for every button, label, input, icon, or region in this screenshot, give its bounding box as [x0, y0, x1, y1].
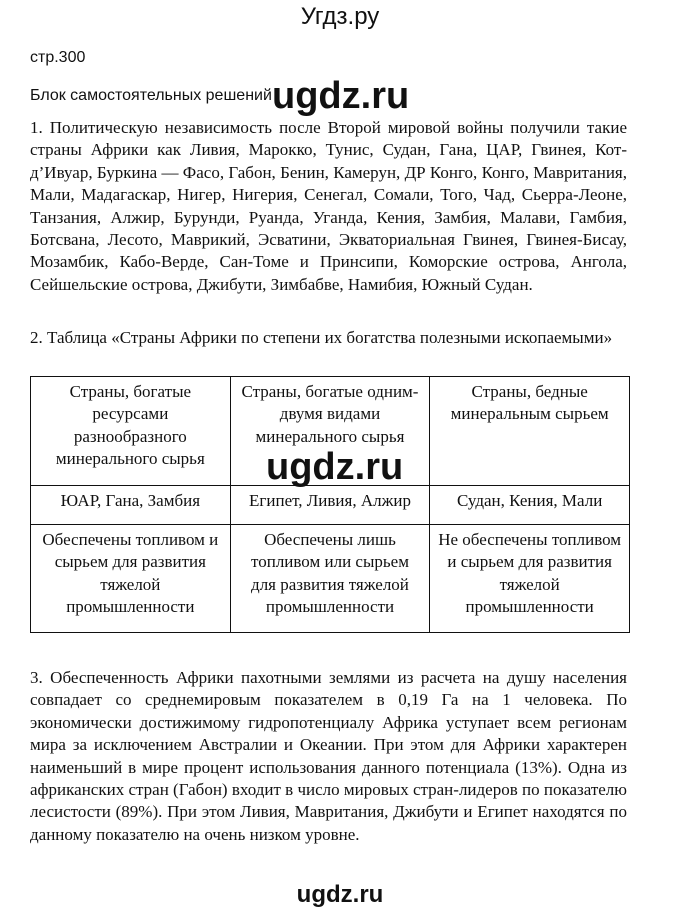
table-header-cell: Страны, богатые ресурсами разнообразного минерального сырья [31, 377, 231, 486]
watermark-middle: ugdz.ru [266, 446, 404, 488]
table-row-notes [31, 525, 630, 633]
site-title: Угдз.ру [300, 3, 380, 30]
table-header-cell: Страны, бедные минеральным сырьем [430, 377, 630, 486]
table-cell: Египет, Ливия, Алжир [230, 486, 430, 525]
watermark-bottom: ugdz.ru [296, 881, 384, 908]
watermark-top: ugdz.ru [272, 75, 410, 117]
table-cell: ЮАР, Гана, Замбия [31, 486, 231, 525]
block-title: Блок самостоятельных решений [30, 87, 272, 104]
table-header-cell: Страны, богатые одним-двумя видами минерального сырья [230, 377, 430, 486]
paragraph-3: 3. Обеспеченность Африки пахотными землями из расчета на душу населения совпадает со среднемировым показателем в 0,19 Га на 1 человека. По экономически достижимому гидропотенциалу Африка уступает всем регионам мира за исключением Австралии и Океании. При этом для Африки характерен наименьший в мире процент использования данного потенциала (13%). Одна из африканских стран (Габон) входит в число мировых стран-лидеров по показателю лесистости (89%). При этом Ливия, Мавритания, Джибути и Египет находятся по данному показателю на очень низком уровне. [30, 668, 627, 844]
table-cell: Не обеспечены топливом и сырьем для развития тяжелой промышленности [430, 525, 630, 633]
paragraph-2: 2. Таблица «Страны Африки по степени их богатства полезными ископаемыми» [30, 328, 613, 347]
table-cell: Обеспечены лишь топливом или сырьем для развития тяжелой промышленности [230, 525, 430, 633]
table-cell: Обеспечены топливом и сырьем для развития тяжелой промышленности [31, 525, 231, 633]
table-cell: Судан, Кения, Мали [430, 486, 630, 525]
table-row-countries [31, 486, 630, 525]
paragraph-1: 1. Политическую независимость после Второй мировой войны получили такие страны Африки как Ливия, Марокко, Тунис, Судан, Гана, ЦАР, Гвинея, Кот-д’Ивуар, Буркина — Фасо, Габон, Бенин, Камерун, ДР Конго, Конго, Мавритания, Мали, Мадагаскар, Нигер, Нигерия, Сенегал, Сомали, Того, Чад, Сьерра-Леоне, Танзания, Алжир, Бурунди, Руанда, Уганда, Кения, Замбия, Малави, Гамбия, Ботсвана, Лесото, Маврикий, Эсватини, Экваториальная Гвинея, Гвинея-Бисау, Мозамбик, Кабо-Верде, Сан-Томе и Принсипи, Коморские острова, Ангола, Сейшельские острова, Джибути, Зимбабве, Намибия, Южный Судан. [30, 118, 627, 294]
page-number: стр.300 [30, 49, 86, 66]
resources-table [30, 376, 630, 633]
